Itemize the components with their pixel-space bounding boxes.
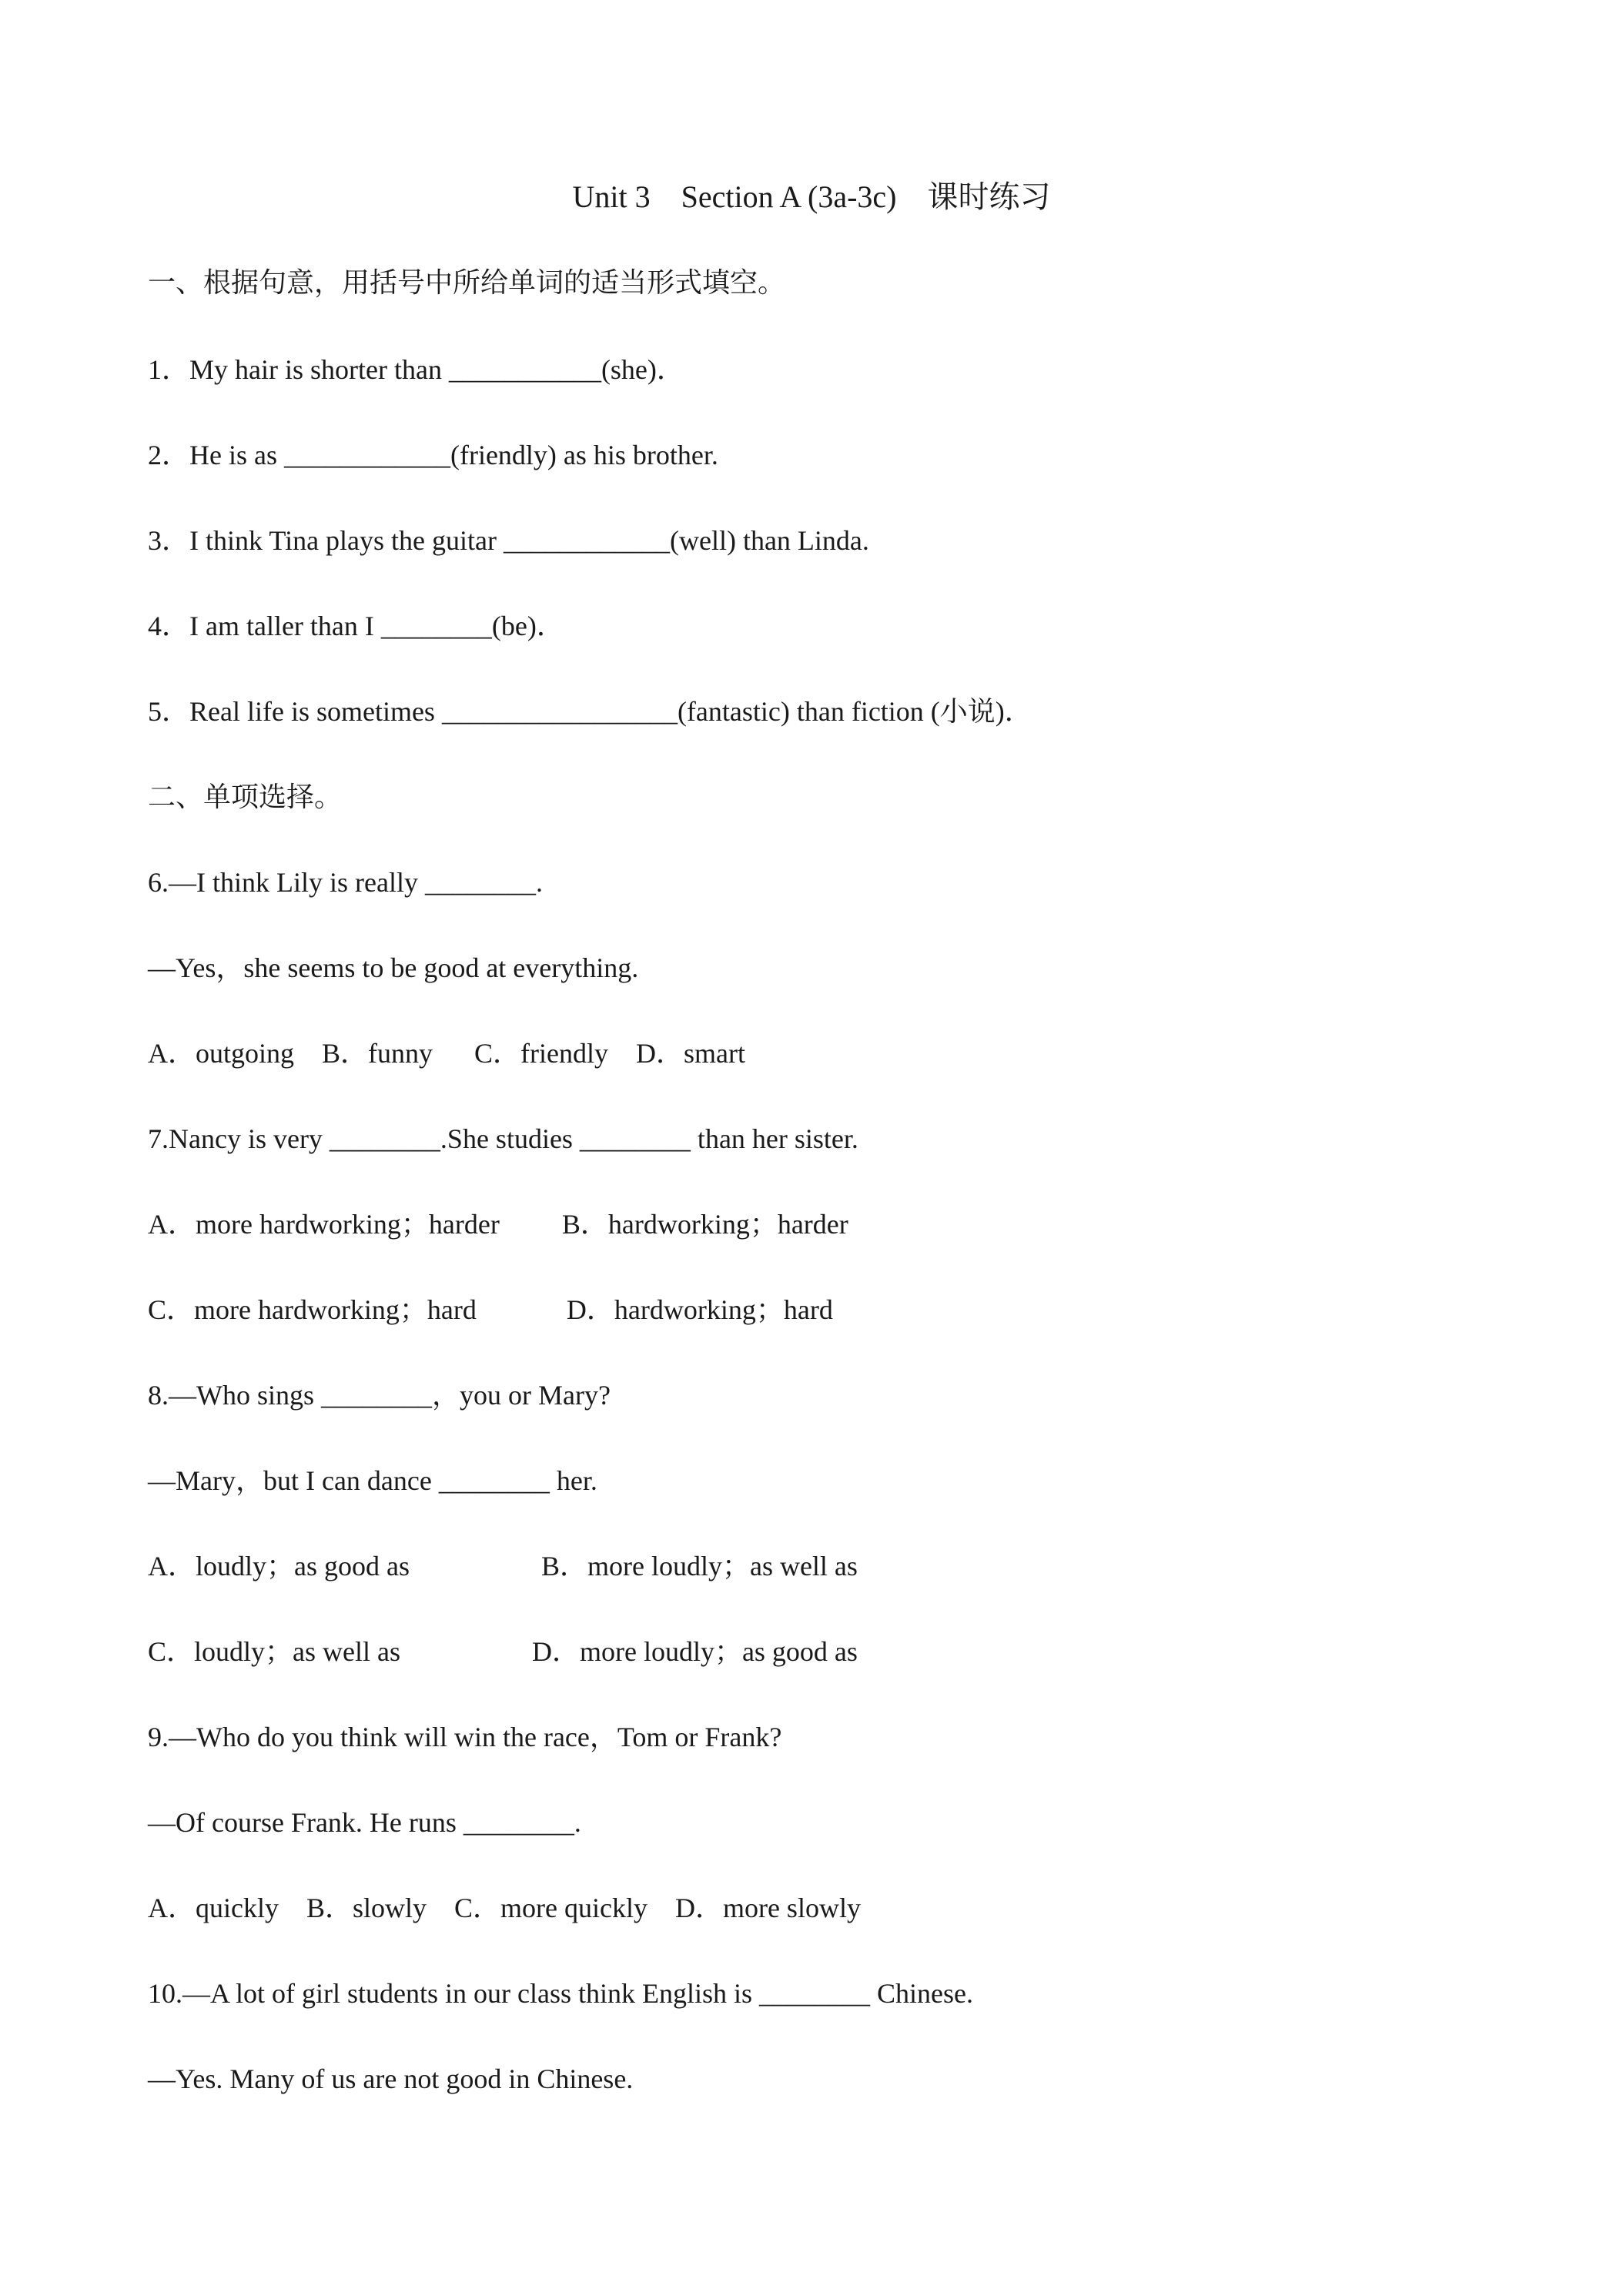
fill-blank-question-2: 2．He is as ____________(friendly) as his brother. — [148, 440, 718, 470]
fill-blank-question-4: 4．I am taller than I ________(be)． — [148, 611, 564, 641]
page-title: Unit 3 Section A (3a-3c) 课时练习 — [572, 179, 1051, 214]
section-2-heading: 二、单项选择。 — [148, 782, 343, 812]
choice-question-6: 6.—I think Lily is really ________. — [148, 867, 543, 898]
choice-options-6: A．outgoing B．funny C．friendly D．smart — [148, 1038, 745, 1069]
choice-question-9: 9.—Who do you think will win the race，Tom or Frank? — [148, 1722, 782, 1752]
section-1-heading: 一、根据句意，用括号中所给单词的适当形式填空。 — [148, 267, 786, 298]
fill-blank-question-3: 3．I think Tina plays the guitar ____________(well) than Linda. — [148, 525, 869, 556]
choice-options-7-cd: C．more hardworking；hard D．hardworking；hard — [148, 1294, 833, 1325]
choice-options-8-cd: C．loudly；as well as D．more loudly；as good as — [148, 1636, 858, 1667]
choice-answer-9: —Of course Frank. He runs ________. — [148, 1807, 581, 1838]
choice-answer-10: —Yes. Many of us are not good in Chinese. — [148, 2063, 634, 2094]
choice-answer-6: —Yes，she seems to be good at everything. — [148, 952, 639, 983]
choice-options-9: A．quickly B．slowly C．more quickly D．more slowly — [148, 1893, 861, 1923]
choice-question-8: 8.—Who sings ________，you or Mary? — [148, 1380, 611, 1411]
choice-question-10: 10.—A lot of girl students in our class think English is ________ Chinese. — [148, 1978, 973, 2009]
choice-question-7: 7.Nancy is very ________.She studies ________ than her sister. — [148, 1123, 858, 1154]
choice-options-7-ab: A．more hardworking；harder B．hardworking；harder — [148, 1209, 848, 1240]
choice-answer-8: —Mary，but I can dance ________ her. — [148, 1465, 597, 1496]
fill-blank-question-5: 5．Real life is sometimes _________________(fantastic) than fiction (小说)． — [148, 696, 1032, 727]
choice-options-8-ab: A．loudly；as good as B．more loudly；as well as — [148, 1551, 858, 1581]
fill-blank-question-1: 1．My hair is shorter than ___________(she)． — [148, 354, 684, 385]
